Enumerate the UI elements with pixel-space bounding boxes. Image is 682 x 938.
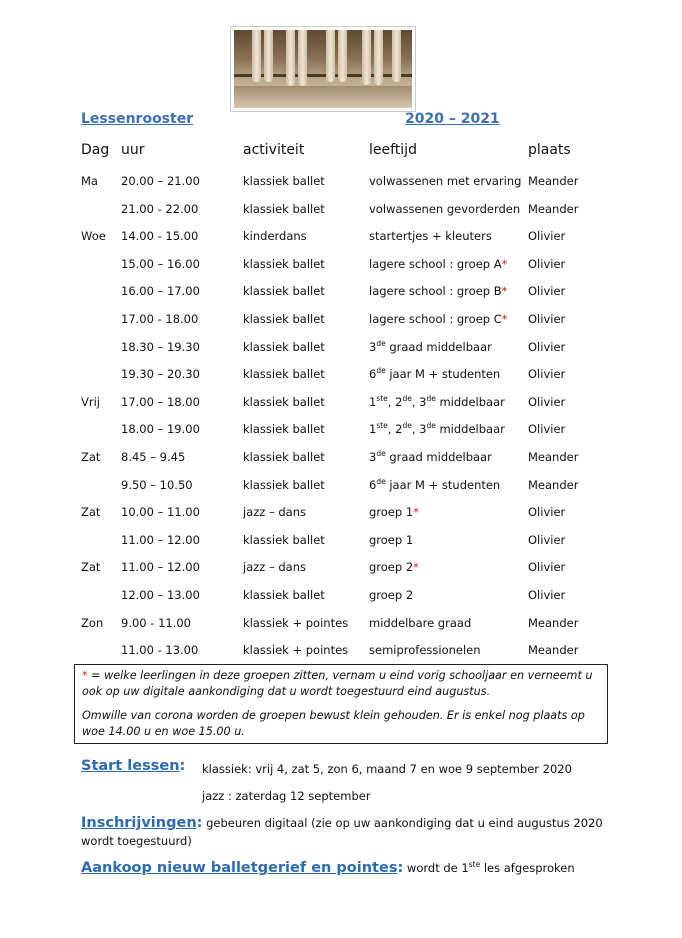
ballet-photo <box>230 26 416 112</box>
table-row <box>0 450 682 470</box>
row-activity: klassiek ballet <box>243 422 325 437</box>
table-row <box>0 312 682 332</box>
table-row <box>0 643 682 663</box>
row-age: 3de graad middelbaar <box>369 338 492 354</box>
table-row <box>0 505 682 525</box>
col-header-dag: Dag <box>81 142 110 158</box>
row-age: lagere school : groep B* <box>369 284 508 299</box>
row-place: Olivier <box>528 367 566 382</box>
row-place: Meander <box>528 477 579 492</box>
row-time: 11.00 - 13.00 <box>121 643 199 658</box>
table-row <box>0 284 682 304</box>
table-row <box>0 588 682 608</box>
row-activity: klassiek ballet <box>243 367 325 382</box>
row-time: 18.30 – 19.30 <box>121 339 200 354</box>
row-place: Olivier <box>528 532 566 547</box>
table-row <box>0 174 682 194</box>
row-day: Zon <box>81 615 104 630</box>
note-star: * <box>82 669 88 682</box>
row-place: Olivier <box>528 560 566 575</box>
row-activity: klassiek ballet <box>243 339 325 354</box>
row-day: Vrij <box>81 394 100 409</box>
note-box <box>74 664 608 744</box>
row-age: groep 2 <box>369 588 414 602</box>
row-time: 9.50 – 10.50 <box>121 477 193 492</box>
row-age: 1ste, 2de, 3de middelbaar <box>369 421 505 437</box>
note-paragraph-2: Omwille van corona worden de groepen bewust klein gehouden. Er is enkel nog plaats op woe 14.00 u en woe 15.00 u. <box>82 709 585 738</box>
row-age: groep 1* <box>369 505 419 520</box>
row-activity: kinderdans <box>243 229 307 244</box>
col-header-leeftijd: leeftijd <box>369 142 417 158</box>
row-activity: klassiek + pointes <box>243 643 349 658</box>
row-age: lagere school : groep A* <box>369 256 508 271</box>
row-place: Meander <box>528 450 579 464</box>
row-age: 6de jaar M + studenten <box>369 476 501 492</box>
row-day: Ma <box>81 174 98 188</box>
row-place: Olivier <box>528 256 566 271</box>
table-row <box>0 257 682 277</box>
school-year: 2020 – 2021 <box>405 111 500 127</box>
row-place: Meander <box>528 615 579 630</box>
table-row <box>0 533 682 553</box>
table-row <box>0 229 682 249</box>
table-row <box>0 478 682 498</box>
inschrijvingen-heading: Inschrijvingen: gebeuren digitaal (zie op uw aankondiging dat u eind augustus 2020 <box>81 815 603 831</box>
row-place: Olivier <box>528 588 566 602</box>
row-age: volwassenen gevorderden <box>369 201 521 216</box>
row-place: Olivier <box>528 229 566 244</box>
row-activity: klassiek + pointes <box>243 615 349 630</box>
row-place: Meander <box>528 201 579 216</box>
col-header-activiteit: activiteit <box>243 142 305 158</box>
row-time: 17.00 - 18.00 <box>121 312 199 326</box>
schedule-title: Lessenrooster <box>81 111 194 127</box>
row-activity: klassiek ballet <box>243 284 325 299</box>
row-time: 21.00 - 22.00 <box>121 201 199 216</box>
row-activity: klassiek ballet <box>243 174 325 188</box>
row-day: Zat <box>81 505 101 520</box>
start-classic-text: klassiek: vrij 4, zat 5, zon 6, maand 7 en woe 9 september 2020 <box>202 762 572 776</box>
row-time: 14.00 - 15.00 <box>121 229 199 244</box>
inschrijving-text: gebeuren digitaal (zie op uw aankondiging dat u eind augustus 2020 <box>202 816 603 830</box>
row-activity: klassiek ballet <box>243 450 325 464</box>
col-header-plaats: plaats <box>528 142 571 158</box>
row-place: Olivier <box>528 284 566 299</box>
row-activity: klassiek ballet <box>243 256 325 271</box>
note-text-1: = welke leerlingen in deze groepen zitten, vernam u eind vorig schooljaar en verneemt u ook op uw digitale aankondiging dat u wordt toegestuurd eind augustus. <box>82 669 593 698</box>
row-time: 16.00 – 17.00 <box>121 284 200 299</box>
row-activity: klassiek ballet <box>243 532 325 547</box>
row-time: 17.00 – 18.00 <box>121 394 200 409</box>
table-row <box>0 202 682 222</box>
row-activity: jazz – dans <box>243 505 307 520</box>
row-time: 20.00 – 21.00 <box>121 174 200 188</box>
row-activity: klassiek ballet <box>243 394 325 409</box>
row-time: 11.00 – 12.00 <box>121 532 200 547</box>
row-day: Zat <box>81 560 101 575</box>
row-place: Olivier <box>528 394 566 409</box>
table-row <box>0 560 682 580</box>
row-activity: klassiek ballet <box>243 588 325 602</box>
row-age: 6de jaar M + studenten <box>369 366 501 382</box>
row-age: 3de graad middelbaar <box>369 449 492 464</box>
note-paragraph-1 <box>82 668 600 700</box>
row-age: middelbare graad <box>369 615 472 630</box>
row-age: volwassenen met ervaring <box>369 174 522 188</box>
row-day: Zat <box>81 450 101 464</box>
row-age: lagere school : groep C* <box>369 312 508 326</box>
row-activity: klassiek ballet <box>243 312 325 326</box>
start-lessen-heading: Start lessen: <box>81 758 186 774</box>
col-header-uur: uur <box>121 142 145 158</box>
table-row <box>0 616 682 636</box>
row-time: 11.00 – 12.00 <box>121 560 200 575</box>
row-time: 18.00 – 19.00 <box>121 422 200 437</box>
row-age: groep 1 <box>369 532 414 547</box>
row-activity: jazz – dans <box>243 560 307 575</box>
table-row <box>0 395 682 415</box>
row-age: groep 2* <box>369 560 419 575</box>
row-time: 15.00 – 16.00 <box>121 256 200 271</box>
row-day: Woe <box>81 229 106 244</box>
row-time: 10.00 – 11.00 <box>121 505 200 520</box>
row-time: 12.00 – 13.00 <box>121 588 200 602</box>
start-jazz-text: jazz : zaterdag 12 september <box>202 789 371 803</box>
row-place: Meander <box>528 643 579 658</box>
row-age: startertjes + kleuters <box>369 229 492 244</box>
row-activity: klassiek ballet <box>243 201 325 216</box>
aankoop-text: wordt de 1ste les afgesproken <box>403 860 575 875</box>
row-place: Olivier <box>528 339 566 354</box>
inschrijving-text-2: wordt toegestuurd) <box>81 834 192 848</box>
aankoop-heading: Aankoop nieuw balletgerief en pointes: wordt de 1ste les afgesproken <box>81 860 575 876</box>
table-row <box>0 367 682 387</box>
row-place: Olivier <box>528 312 566 326</box>
row-time: 9.00 - 11.00 <box>121 615 191 630</box>
row-place: Meander <box>528 174 579 188</box>
row-place: Olivier <box>528 505 566 520</box>
row-age: 1ste, 2de, 3de middelbaar <box>369 393 505 409</box>
row-age: semiprofessionelen <box>369 643 481 658</box>
table-row <box>0 422 682 442</box>
table-row <box>0 340 682 360</box>
ballet-legs-image <box>234 30 412 108</box>
row-place: Olivier <box>528 422 566 437</box>
row-time: 8.45 – 9.45 <box>121 450 186 464</box>
row-time: 19.30 – 20.30 <box>121 367 200 382</box>
row-activity: klassiek ballet <box>243 477 325 492</box>
